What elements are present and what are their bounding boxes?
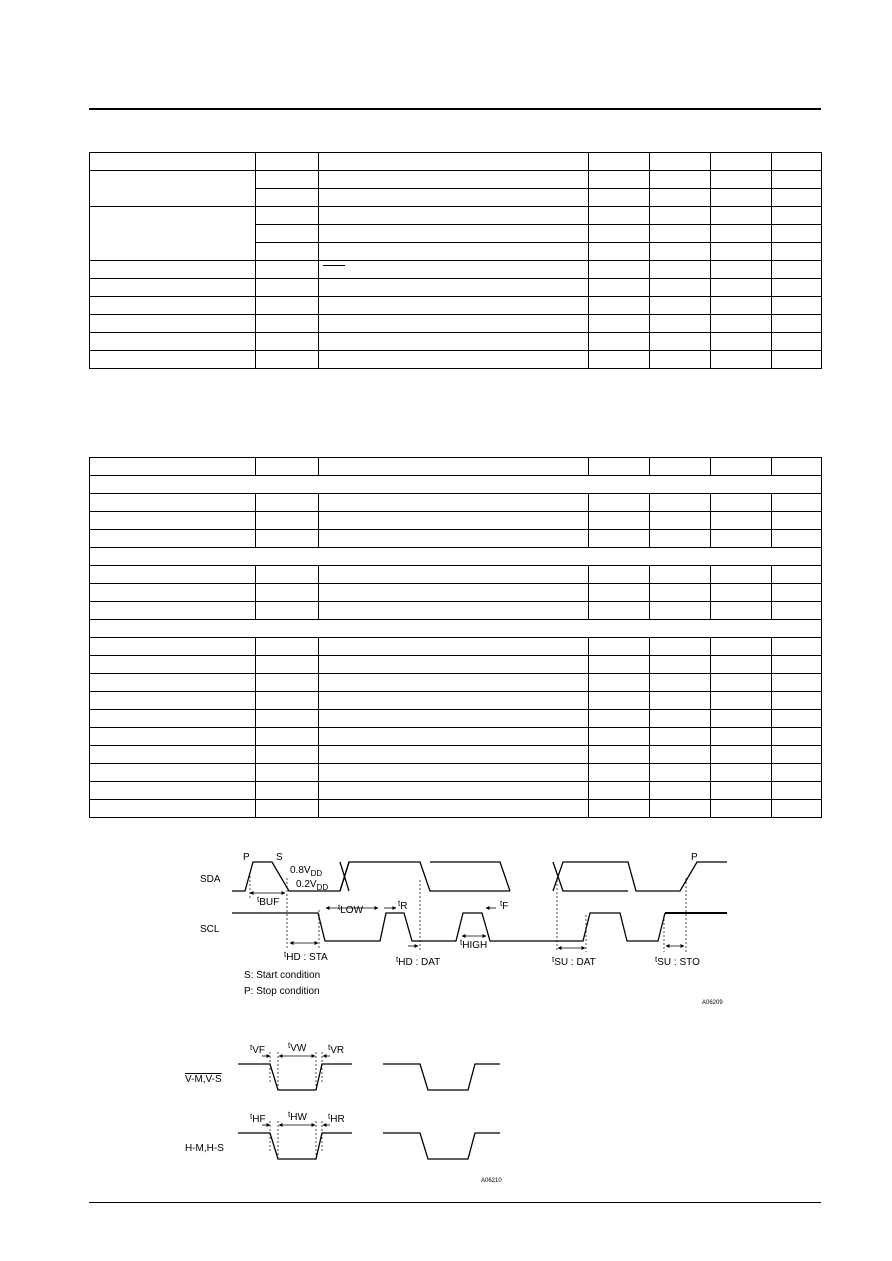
label-t-hr: $^t$HR bbox=[328, 1112, 345, 1125]
label-t-su-sto: $^t$SU : STO bbox=[655, 955, 700, 968]
signal-label-scl: SCL bbox=[200, 924, 220, 935]
label-t-r: $^t$R bbox=[398, 899, 408, 912]
marker-p-end: P bbox=[691, 852, 698, 863]
signal-label-h: H-M,H-S bbox=[185, 1143, 224, 1154]
sync-guides bbox=[270, 1052, 322, 1161]
h-sync-waveform-1 bbox=[238, 1133, 352, 1159]
sync-timing-diagram bbox=[185, 1041, 502, 1184]
threshold-high: $0.8V_{DD}$ bbox=[290, 865, 323, 878]
label-t-vf: $^t$VF bbox=[250, 1043, 266, 1056]
signal-label-sda: SDA bbox=[200, 874, 221, 885]
threshold-low: $0.2V_{DD}$ bbox=[296, 879, 329, 892]
h-sync-waveform-2 bbox=[383, 1133, 500, 1159]
label-t-buf: $^t$BUF bbox=[257, 895, 280, 908]
footer-rule bbox=[89, 1202, 821, 1203]
legend-start-condition: S: Start condition bbox=[244, 970, 321, 981]
label-t-vw: $^t$VW bbox=[288, 1041, 307, 1054]
label-t-f: $^t$F bbox=[500, 899, 509, 912]
label-t-hd-dat: $^t$HD : DAT bbox=[396, 955, 441, 968]
label-t-low: $^t$LOW bbox=[338, 903, 364, 916]
label-t-hw: $^t$HW bbox=[288, 1110, 307, 1123]
v-sync-waveform-2 bbox=[383, 1064, 500, 1090]
signal-label-v: V-M,V-S bbox=[185, 1074, 222, 1085]
label-t-su-dat: $^t$SU : DAT bbox=[552, 955, 596, 968]
v-sync-waveform-1 bbox=[238, 1064, 352, 1090]
marker-p-start: P bbox=[243, 852, 250, 863]
scl-waveform bbox=[232, 913, 665, 941]
figure-code-2: A06210 bbox=[481, 1178, 502, 1184]
label-t-hf: $^t$HF bbox=[250, 1112, 266, 1125]
bus-timing-diagram bbox=[200, 852, 727, 1006]
figure-code-1: A06209 bbox=[702, 1000, 723, 1006]
marker-s: S bbox=[276, 852, 283, 863]
sda-crossover bbox=[340, 862, 349, 891]
legend-stop-condition: P: Stop condition bbox=[244, 986, 320, 997]
label-t-vr: $^t$VR bbox=[328, 1043, 345, 1056]
label-t-high: $^t$HIGH bbox=[460, 938, 488, 951]
label-t-hd-sta: $^t$HD : STA bbox=[284, 950, 328, 963]
